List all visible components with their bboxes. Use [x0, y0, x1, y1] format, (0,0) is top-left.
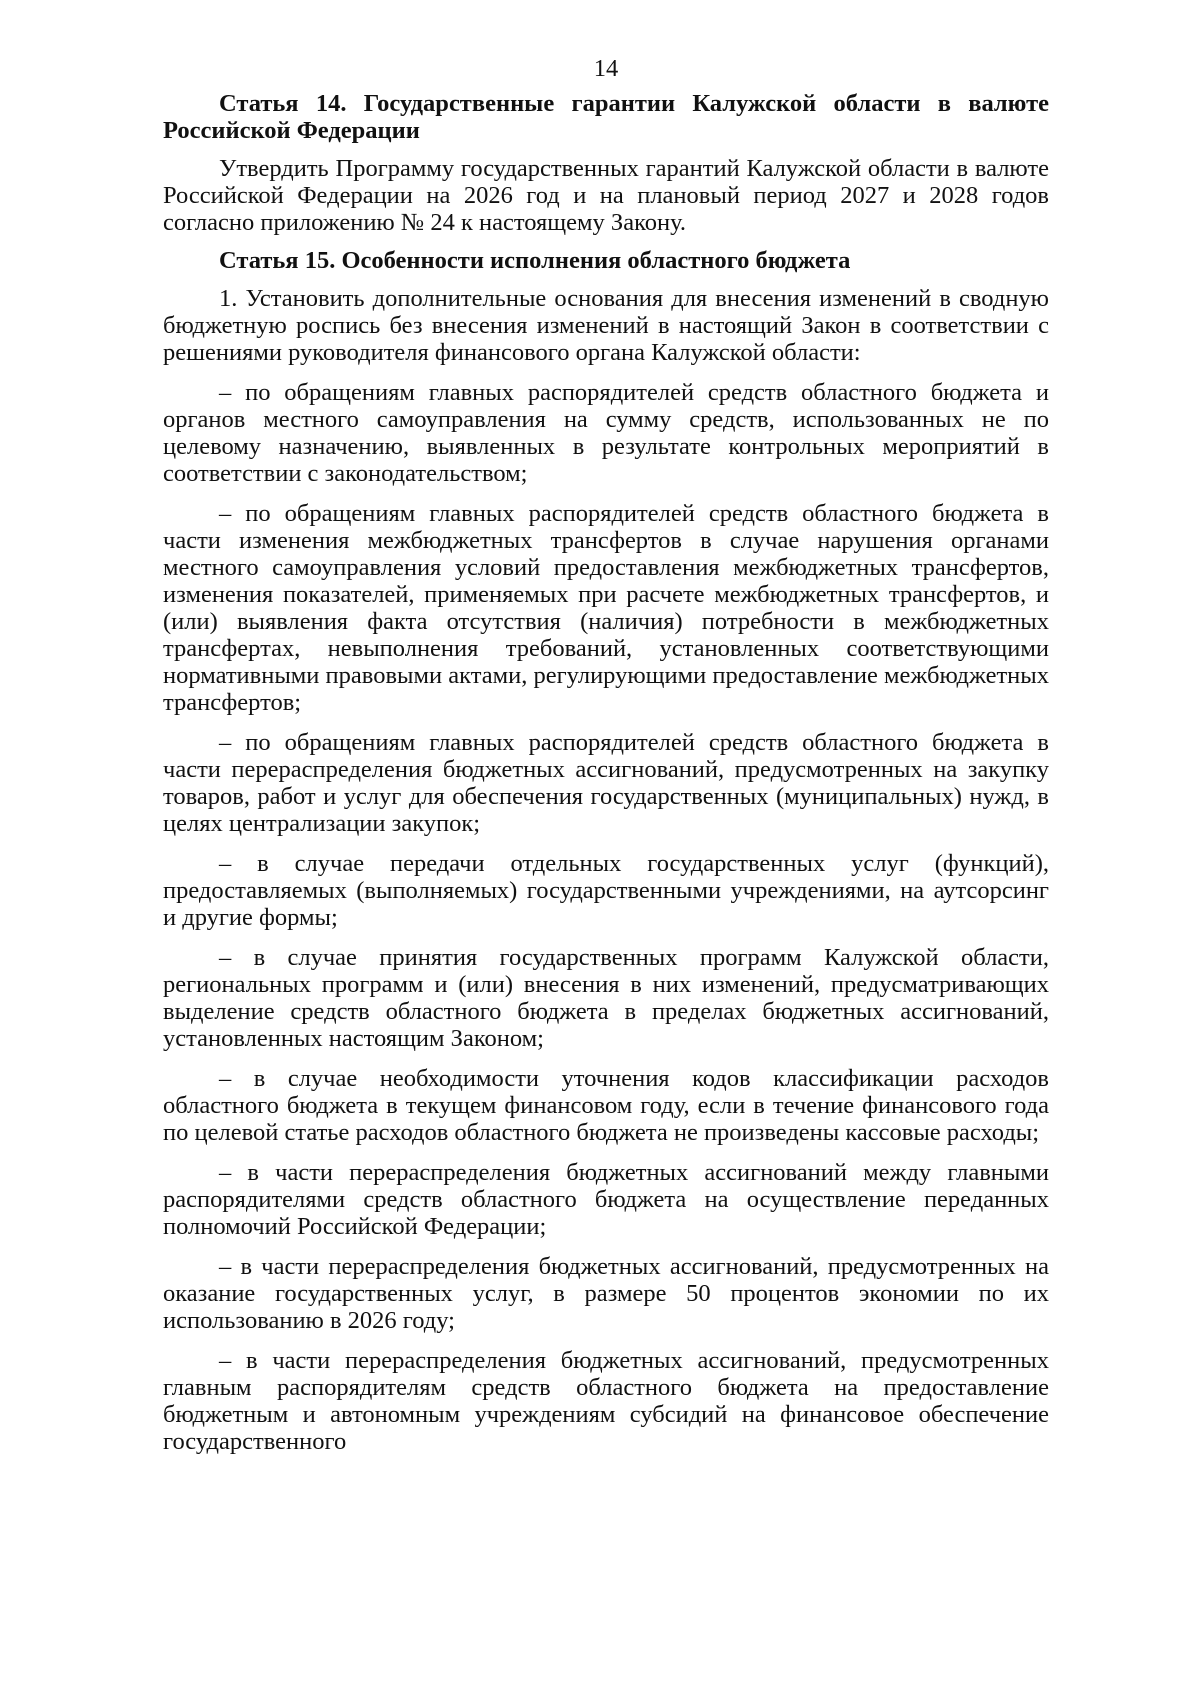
bullet-paragraph: – в случае передачи отдельных государственных услуг (функций), предоставляемых (выполняемых) государственными учреждениями, на аутсорсинг и другие формы; [163, 850, 1049, 931]
bullet-paragraph: – по обращениям главных распорядителей средств областного бюджета и органов местного самоуправления на сумму средств, использованных не по целевому назначению, выявленных в результате контрольных мероприятий в соответствии с законодательством; [163, 379, 1049, 487]
document-page [163, 55, 1049, 1455]
page-number: 14 [593, 55, 619, 82]
bullet-paragraph: – по обращениям главных распорядителей средств областного бюджета в части перераспределения бюджетных ассигнований, предусмотренных на закупку товаров, работ и услуг для обеспечения государственных (муниципальных) нужд, в целях централизации закупок; [163, 729, 1049, 837]
bullet-paragraph: – в части перераспределения бюджетных ассигнований между главными распорядителями средств областного бюджета на осуществление переданных полномочий Российской Федерации; [163, 1159, 1049, 1240]
article-15-heading: Статья 15. Особенности исполнения областного бюджета [219, 247, 851, 274]
bullet-paragraph: – по обращениям главных распорядителей средств областного бюджета в части изменения межбюджетных трансфертов в случае нарушения органами местного самоуправления условий предоставления межбюджетных трансфертов, изменения показателей, применяемых при расчете межбюджетных трансфертов, и (или) выявления факта отсутствия (наличия) потребности в межбюджетных трансфертах, невыполнения требований, установленных соответствующими нормативными правовыми актами, регулирующими предоставление межбюджетных трансфертов; [163, 500, 1049, 716]
article-15-item-1: 1. Установить дополнительные основания для внесения изменений в сводную бюджетную роспись без внесения изменений в настоящий Закон в соответствии с решениями руководителя финансового органа Калужской области: [163, 285, 1049, 366]
bullet-paragraph: – в случае принятия государственных программ Калужской области, региональных программ и (или) внесения в них изменений, предусматривающих выделение средств областного бюджета в пределах бюджетных ассигнований, установленных настоящим Законом; [163, 944, 1049, 1052]
article-14-heading: Статья 14. Государственные гарантии Калужской области в валюте Российской Федерации [163, 90, 1049, 144]
bullet-paragraph: – в части перераспределения бюджетных ассигнований, предусмотренных главным распорядителям средств областного бюджета на предоставление бюджетным и автономным учреждениям субсидий на финансовое обеспечение государственного [163, 1347, 1049, 1455]
bullet-paragraph: – в части перераспределения бюджетных ассигнований, предусмотренных на оказание государственных услуг, в размере 50 процентов экономии по их использованию в 2026 году; [163, 1253, 1049, 1334]
bullet-paragraph: – в случае необходимости уточнения кодов классификации расходов областного бюджета в текущем финансовом году, если в течение финансового года по целевой статье расходов областного бюджета не произведены кассовые расходы; [163, 1065, 1049, 1146]
article-14-text: Утвердить Программу государственных гарантий Калужской области в валюте Российской Федерации на 2026 год и на плановый период 2027 и 2028 годов согласно приложению № 24 к настоящему Закону. [163, 155, 1049, 236]
